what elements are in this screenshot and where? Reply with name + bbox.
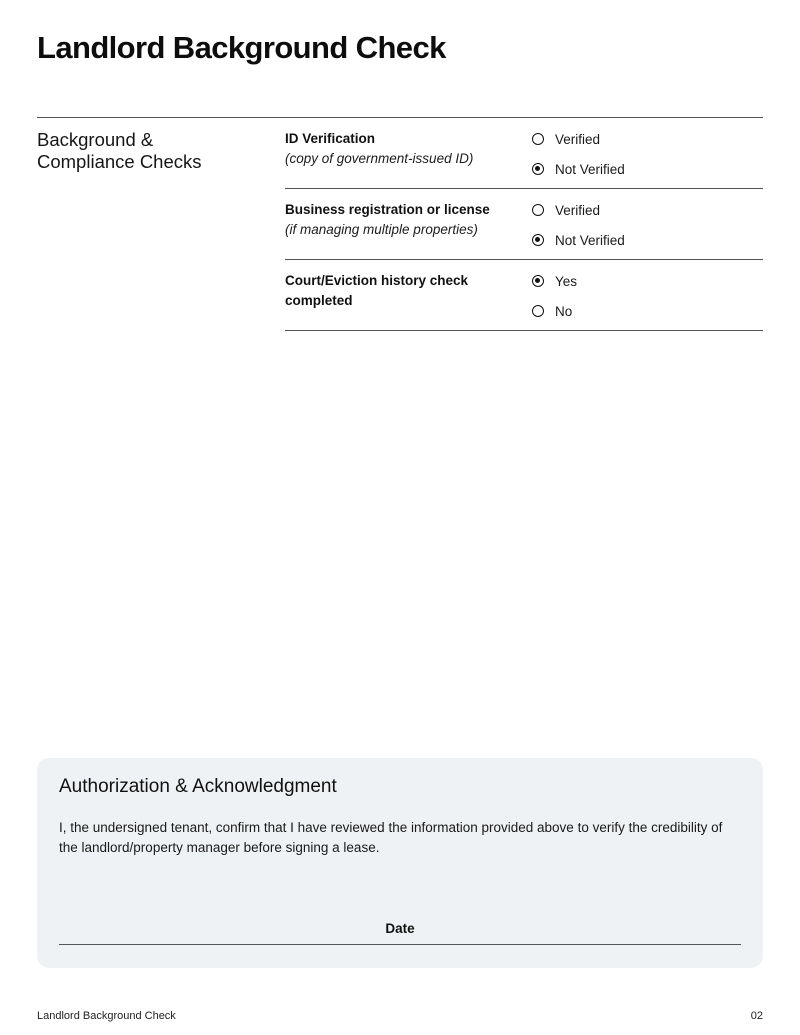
radio-button[interactable] bbox=[532, 133, 544, 145]
radio-button[interactable] bbox=[532, 234, 544, 246]
check-title: ID Verification bbox=[285, 131, 376, 146]
radio-option-verified[interactable] bbox=[532, 199, 625, 221]
radio-group bbox=[532, 270, 577, 330]
authorization-text: I, the undersigned tenant, confirm that I have reviewed the information provided above to verify the credibility of the landlord/property manager before signing a lease. bbox=[59, 820, 723, 855]
radio-option-verified[interactable] bbox=[532, 128, 625, 150]
check-title: Court/Eviction history check completed bbox=[285, 273, 469, 308]
section-heading: Background & Compliance Checks bbox=[37, 129, 202, 172]
check-label bbox=[285, 129, 490, 169]
radio-label: Yes bbox=[555, 273, 578, 289]
radio-button[interactable] bbox=[532, 275, 544, 287]
date-signature-line[interactable] bbox=[59, 944, 741, 945]
checks-list bbox=[285, 118, 763, 331]
authorization-title: Authorization & Acknowledgment bbox=[59, 776, 337, 797]
footer-title: Landlord Background Check bbox=[37, 1010, 176, 1022]
radio-label: Not Verified bbox=[555, 232, 625, 248]
check-row-id-verification bbox=[285, 118, 763, 189]
radio-button[interactable] bbox=[532, 204, 544, 216]
date-label: Date bbox=[385, 921, 415, 936]
authorization-card bbox=[37, 758, 763, 968]
radio-label: Not Verified bbox=[555, 161, 625, 177]
radio-label: Verified bbox=[555, 202, 601, 218]
radio-option-no[interactable] bbox=[532, 300, 577, 322]
radio-option-yes[interactable] bbox=[532, 270, 577, 292]
radio-button[interactable] bbox=[532, 305, 544, 317]
check-label bbox=[285, 200, 490, 240]
radio-label: No bbox=[555, 303, 573, 319]
check-row-business-registration bbox=[285, 189, 763, 260]
radio-label: Verified bbox=[555, 131, 601, 147]
radio-option-not-verified[interactable] bbox=[532, 158, 625, 180]
radio-option-not-verified[interactable] bbox=[532, 229, 625, 251]
check-title: Business registration or license bbox=[285, 202, 490, 217]
page-title: Landlord Background Check bbox=[37, 30, 446, 65]
check-row-court-eviction bbox=[285, 260, 763, 331]
radio-button[interactable] bbox=[532, 163, 544, 175]
page-number: 02 bbox=[750, 1010, 763, 1022]
check-note: (if managing multiple properties) bbox=[285, 222, 478, 237]
check-label bbox=[285, 271, 490, 311]
radio-group bbox=[532, 128, 625, 188]
radio-group bbox=[532, 199, 625, 259]
check-note: (copy of government-issued ID) bbox=[285, 151, 474, 166]
